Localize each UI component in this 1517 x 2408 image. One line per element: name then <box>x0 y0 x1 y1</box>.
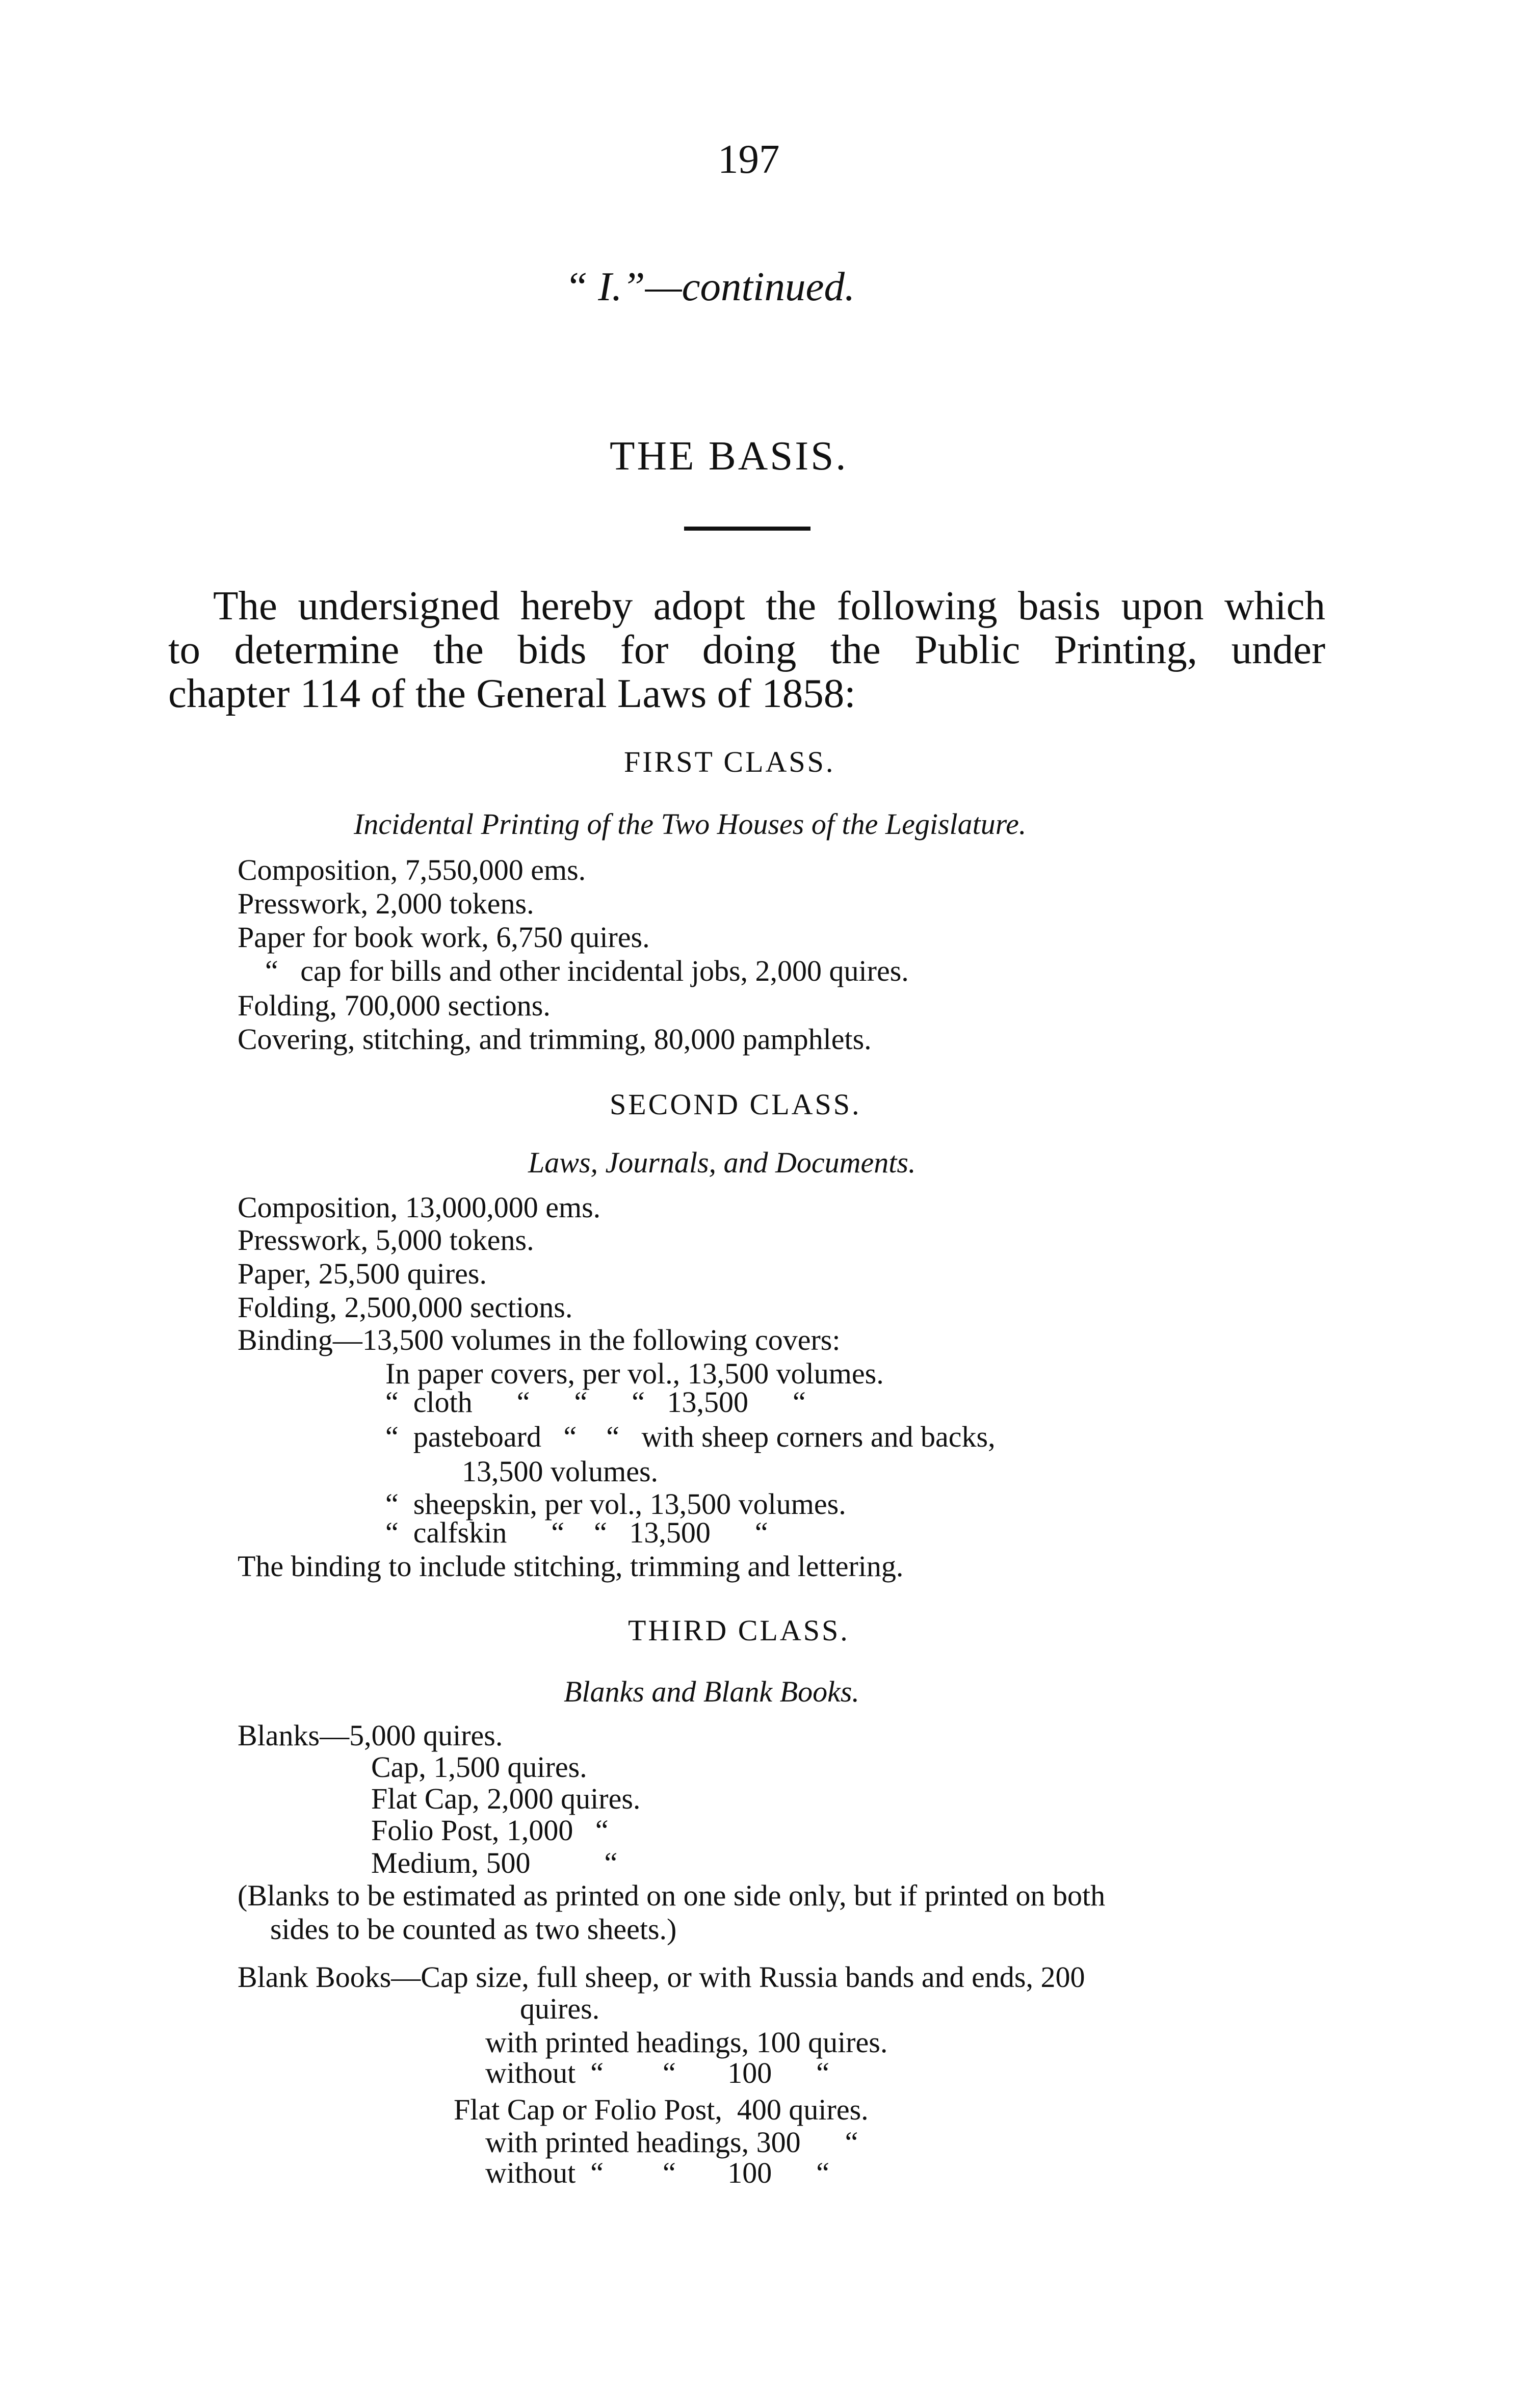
second-class-subheading: Laws, Journals, and Documents. <box>528 1146 916 1179</box>
blank-item: Medium, 500 “ <box>371 1846 618 1879</box>
first-class-line: Folding, 700,000 sections. <box>238 989 551 1022</box>
second-class-line: Binding—13,500 volumes in the following covers: <box>238 1323 841 1356</box>
blanks-note: sides to be counted as two sheets.) <box>270 1913 677 1946</box>
intro-line: The undersigned hereby adopt the following basis upon which <box>213 583 1325 629</box>
second-class-heading: SECOND CLASS. <box>610 1088 861 1121</box>
first-class-subheading: Incidental Printing of the Two Houses of the Legislature. <box>354 807 1027 841</box>
flat-cap-line: Flat Cap or Folio Post, 400 quires. <box>454 2093 869 2126</box>
document-title: THE BASIS. <box>610 433 848 479</box>
first-class-heading: FIRST CLASS. <box>624 745 835 778</box>
binding-line: 13,500 volumes. <box>462 1455 659 1488</box>
first-class-line: Composition, 7,550,000 ems. <box>238 853 586 886</box>
second-class-line: Folding, 2,500,000 sections. <box>238 1291 573 1324</box>
page-number: 197 <box>718 136 780 182</box>
blank-books-line: Blank Books—Cap size, full sheep, or with Russia bands and ends, 200 <box>238 1960 1085 1994</box>
intro-line: chapter 114 of the General Laws of 1858: <box>168 670 856 716</box>
first-class-line: “ cap for bills and other incidental jobs, 2,000 quires. <box>265 954 909 987</box>
third-class-heading: THIRD CLASS. <box>628 1614 850 1647</box>
binding-line: “ calfskin “ “ 13,500 “ <box>385 1516 768 1549</box>
blanks-line: Blanks—5,000 quires. <box>238 1719 503 1752</box>
continued-heading: “ I.”—continued. <box>565 264 855 309</box>
first-class-line: Covering, stitching, and trimming, 80,000 pamphlets. <box>238 1023 872 1056</box>
flat-cap-item: with printed headings, 300 “ <box>485 2126 858 2159</box>
second-class-line: Presswork, 5,000 tokens. <box>238 1223 534 1257</box>
second-class-closing: The binding to include stitching, trimming and lettering. <box>238 1550 904 1583</box>
binding-line: “ pasteboard “ “ with sheep corners and backs, <box>385 1420 996 1453</box>
title-rule <box>684 527 810 531</box>
first-class-line: Paper for book work, 6,750 quires. <box>238 921 650 954</box>
third-class-subheading: Blanks and Blank Books. <box>564 1675 859 1708</box>
blank-books-item: without “ “ 100 “ <box>485 2056 829 2089</box>
first-class-line: Presswork, 2,000 tokens. <box>238 887 534 920</box>
binding-line: “ sheepskin, per vol., 13,500 volumes. <box>385 1487 846 1521</box>
binding-line: “ cloth “ “ “ 13,500 “ <box>385 1385 806 1419</box>
blanks-note: (Blanks to be estimated as printed on one side only, but if printed on both <box>238 1879 1106 1912</box>
blank-item: Flat Cap, 2,000 quires. <box>371 1782 641 1815</box>
intro-line: to determine the bids for doing the Public Printing, under <box>168 626 1325 672</box>
second-class-line: Composition, 13,000,000 ems. <box>238 1191 601 1224</box>
blank-books-item: with printed headings, 100 quires. <box>485 2026 888 2059</box>
blank-item: Cap, 1,500 quires. <box>371 1750 587 1784</box>
binding-line: In paper covers, per vol., 13,500 volumes. <box>385 1357 884 1390</box>
blank-item: Folio Post, 1,000 “ <box>371 1814 609 1847</box>
blank-books-line: quires. <box>520 1992 600 2025</box>
flat-cap-item: without “ “ 100 “ <box>485 2156 829 2189</box>
second-class-line: Paper, 25,500 quires. <box>238 1257 487 1290</box>
